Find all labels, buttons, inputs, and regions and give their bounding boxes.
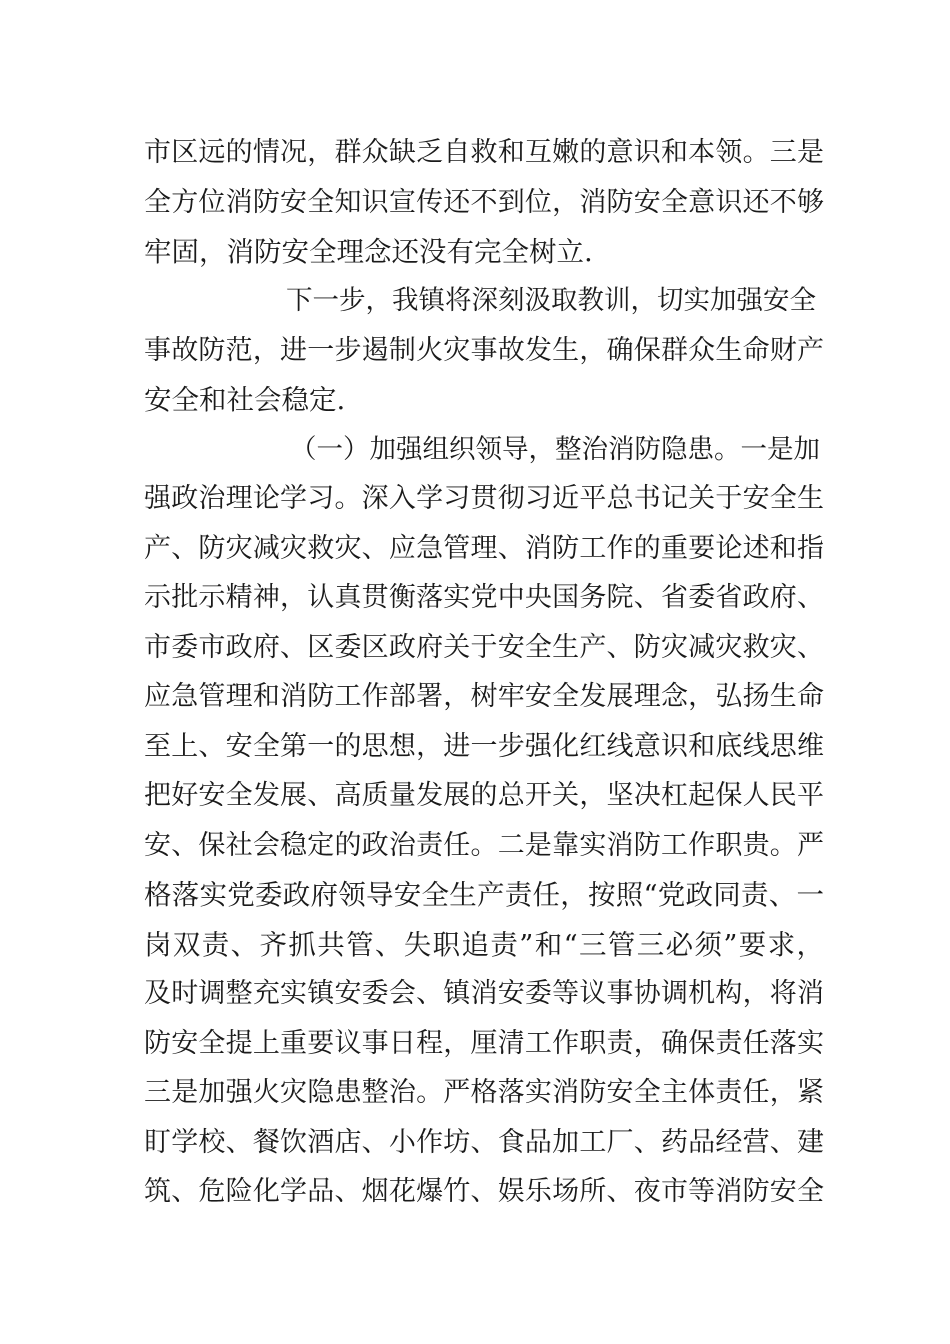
- text-line: 强政治理论学习。深入学习贯彻习近平总书记关于安全生: [144, 483, 824, 514]
- text-line: 事故防范，进一步遏制火灾事故发生，确保群众生命财产: [144, 335, 824, 366]
- text-line: 筑、危险化学品、烟花爆竹、娱乐场所、夜市等消防安全: [144, 1176, 824, 1207]
- text-line: 示批示精神，认真贯衡落实党中央国务院、省委省政府、: [144, 582, 824, 613]
- text-line: 应急管理和消防工作部署，树牢安全发展理念，弘扬生命: [144, 681, 824, 712]
- text-line: 防安全提上重要议事日程，厘清工作职责，确保责任落实: [144, 1028, 824, 1059]
- text-line: 安、保社会稳定的政治责任。二是靠实消防工作职贵。严: [144, 830, 824, 861]
- text-line: 安全和社会稳定.: [144, 384, 346, 416]
- text-line: 全方位消防安全知识宣传还不到位，消防安全意识还不够: [144, 187, 824, 218]
- text-line: 产、防灾减灾救灾、应急管理、消防工作的重要论述和指: [144, 533, 824, 564]
- text-line: 岗双责、齐抓共管、失职追责”和“三管三必须”要求，: [144, 929, 824, 961]
- text-line: 牢固，消防安全理念还没有完全树立.: [144, 236, 593, 268]
- text-line: 市区远的情况，群众缺乏自救和互嫩的意识和本领。三是: [144, 137, 824, 168]
- text-line: 及时调整充实镇安委会、镇消安委等议事协调机构，将消: [144, 978, 824, 1009]
- text-line: 市委市政府、区委区政府关于安全生产、防灾减灾救灾、: [144, 632, 824, 663]
- paragraph-first-line: 下一步，我镇将深刻汲取教训，切实加强安全: [286, 285, 816, 316]
- text-line: 至上、安全第一的思想，进一步强化红线意识和底线思维: [144, 731, 824, 762]
- text-line: 把好安全发展、高质量发展的总开关，坚决杠起保人民平: [144, 780, 824, 811]
- paragraph-first-line: （一）加强组织领导，整治消防隐患。一是加: [290, 434, 820, 465]
- text-line: 三是加强火灾隐患整治。严格落实消防安全主体责任，紧: [144, 1077, 824, 1108]
- text-line: 格落实党委政府领导安全生产责任，按照“党政同责、一: [144, 879, 824, 911]
- text-line: 盯学校、餐饮酒店、小作坊、食品加工厂、药品经营、建: [144, 1127, 824, 1158]
